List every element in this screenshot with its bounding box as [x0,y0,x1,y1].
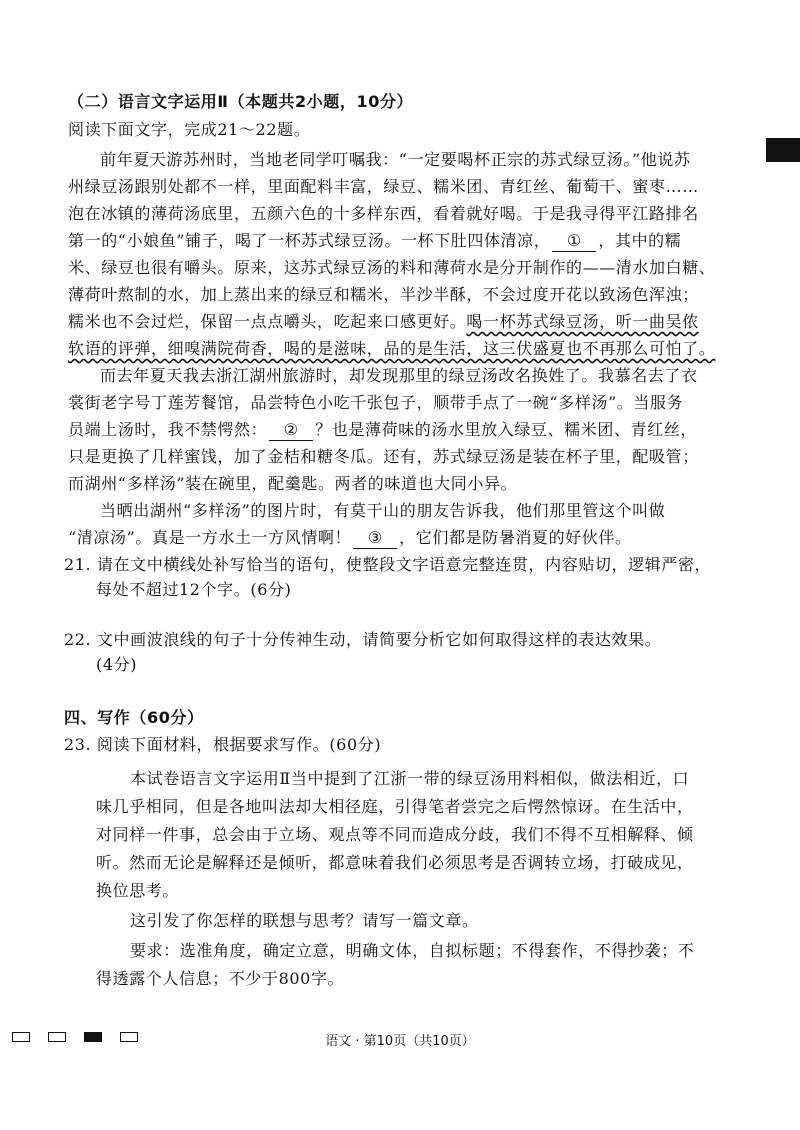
passage-line: 州绿豆汤跟别处都不一样，里面配料丰富，绿豆、糯米团、青红丝、葡萄干、蜜枣…… [68,177,699,196]
passage-line: 泡在冰镇的薄荷汤底里，五颜六色的十多样东西，看着就好喝。于是我寻得平江路排名 [68,204,699,223]
passage-text: 糯米也不会过烂，保留一点点嚼头，吃起来口感更好。 [68,312,467,331]
passage-line: 而湖州“多样汤”装在碗里，配羹匙。两者的味道也大同小异。 [68,474,518,493]
material-line: 换位思考。 [96,881,180,900]
passage-line [68,420,697,441]
page-footer: 语文 · 第10页（共10页） [325,1034,475,1049]
section-2-instruction: 阅读下面文字，完成21～22题。 [68,120,311,139]
passage-line: 而去年夏天我去浙江湖州旅游时，却发现那里的绿豆汤改名换姓了。我慕名去了衣 [100,366,698,385]
passage-line [68,312,699,332]
material-line: 听。然而无论是解释还是倾听，都意味着我们必须思考是否调转立场，打破成见， [96,853,694,872]
blank-2: ② [269,420,313,441]
passage-text: 员端上汤时，我不禁愕然： [68,420,268,439]
passage-line: 米、绿豆也很有嚼头。原来，这苏式绿豆汤的料和薄荷水是分开制作的——清水加白糖、 [68,258,716,277]
blank-1: ① [552,231,596,252]
question-22: 22. 文中画波浪线的句子十分传神生动，请简要分析它如何取得这样的表达效果。 [64,630,662,649]
writing-requirements: 要求：选准角度，确定立意，明确文体，自拟标题；不得套作，不得抄袭；不 [130,941,695,960]
writing-prompt: 这引发了你怎样的联想与思考？请写一篇文章。 [130,911,479,930]
blank-3: ③ [353,528,397,549]
material-line: 味几乎相同，但是各地叫法却大相径庭，引得笔者尝完之后愕然惊讶。在生活中， [96,797,694,816]
wavy-underlined-sentence: 喝一杯苏式绿豆汤，听一曲吴侬 [466,312,699,331]
passage-line: 前年夏天游苏州时，当地老同学叮嘱我：“一定要喝杯正宗的苏式绿豆汤。”他说苏 [100,150,691,169]
question-21-cont: 每处不超过12个字。(6分) [96,580,292,599]
page-edge-mark [766,138,800,162]
question-21: 21. 请在文中横线处补写恰当的语句，使整段文字语意完整连贯，内容贴切，逻辑严密， [64,555,712,574]
material-line: 对同样一件事，总会由于立场、观点等不同而造成分歧，我们不得不互相解释、倾 [96,825,694,844]
passage-line [68,231,681,252]
passage-text: “清凉汤”。真是一方水土一方风情啊！ [68,528,352,547]
passage-text: ，它们都是防暑消夏的好伙伴。 [399,528,632,547]
passage-line: 薄荷叶熬制的水，加上蒸出来的绿豆和糯米，半沙半酥，不会过度开花以致汤色浑浊； [68,285,699,304]
passage-text: 第一的“小娘鱼”铺子，喝了一杯苏式绿豆汤。一杯下肚四体清凉， [68,231,551,250]
passage-line: 只是更换了几样蜜饯，加了金桔和糖冬瓜。还有，苏式绿豆汤是装在杯子里，配吸管； [68,447,699,466]
question-22-cont: (4分) [96,655,138,674]
passage-line: 当晒出湖州“多样汤”的图片时，有莫干山的朋友告诉我，他们那里管这个叫做 [100,501,666,520]
passage-text: ？也是薄荷味的汤水里放入绿豆、糯米团、青红丝， [315,420,698,439]
section-4-heading: 四、写作（60分） [64,708,204,727]
writing-requirements-cont: 得透露个人信息；不少于800字。 [96,969,345,988]
wavy-underlined-sentence: 软语的评弹，细嗅满院荷香，喝的是滋味，品的是生活，这三伏盛夏也不再那么可怕了。 [68,339,716,358]
passage-line [68,528,632,549]
material-line: 本试卷语言文字运用Ⅱ当中提到了江浙一带的绿豆汤用料相似，做法相近，口 [130,769,690,788]
passage-text: ，其中的糯 [598,231,682,250]
passage-line: 裳街老字号丁莲芳餐馆，品尝特色小吃千张包子，顺带手点了一碗“多样汤”。当服务 [68,393,684,412]
section-2-heading: （二）语言文字运用Ⅱ（本题共2小题，10分） [68,92,414,111]
question-23: 23. 阅读下面材料，根据要求写作。(60分) [64,735,382,754]
